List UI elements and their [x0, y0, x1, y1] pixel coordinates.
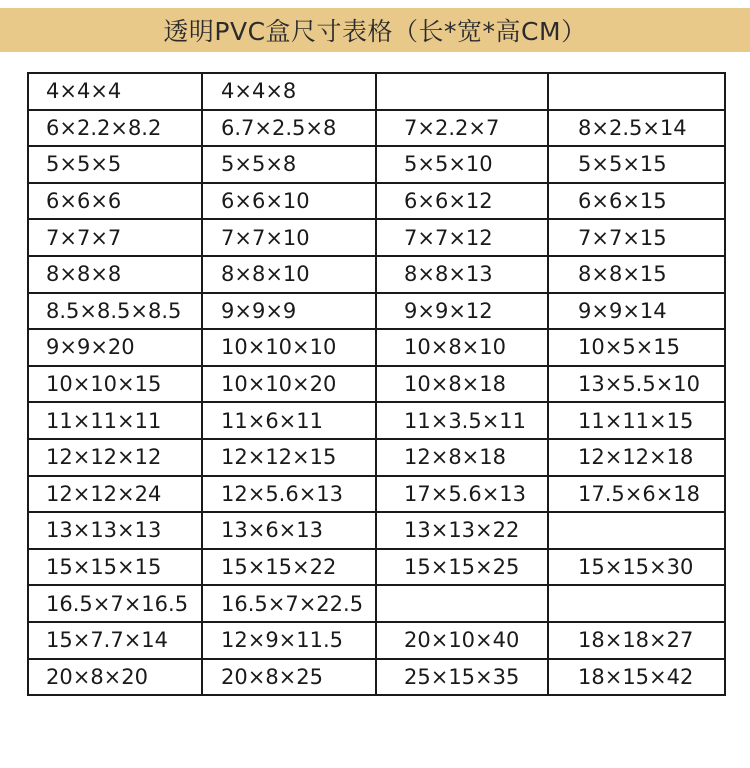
table-row: [28, 73, 725, 110]
table-cell: 13×13×22: [376, 512, 548, 549]
table-cell: 13×6×13: [202, 512, 376, 549]
table-row: [28, 549, 725, 586]
table-cell: 15×15×15: [28, 549, 202, 586]
table-cell: 8.5×8.5×8.5: [28, 293, 202, 330]
table-cell: 4×4×4: [28, 73, 202, 110]
table-cell: 12×12×12: [28, 439, 202, 476]
table-cell: 5×5×10: [376, 146, 548, 183]
table-row: [28, 293, 725, 330]
table-cell: 15×7.7×14: [28, 622, 202, 659]
table-row: [28, 476, 725, 513]
table-cell: 8×8×15: [548, 256, 725, 293]
table-cell: 7×2.2×7: [376, 110, 548, 147]
table-cell: 5×5×15: [548, 146, 725, 183]
table-cell: 12×8×18: [376, 439, 548, 476]
table-cell: 5×5×5: [28, 146, 202, 183]
table-cell: 6×6×6: [28, 183, 202, 220]
table-cell: 9×9×9: [202, 293, 376, 330]
table-row: [28, 256, 725, 293]
table-cell: 15×15×30: [548, 549, 725, 586]
table-cell: 6×6×15: [548, 183, 725, 220]
table-row: [28, 110, 725, 147]
table-cell: 11×11×11: [28, 402, 202, 439]
table-row: [28, 183, 725, 220]
table-cell: 20×8×20: [28, 659, 202, 696]
table-cell: [376, 585, 548, 622]
table-cell: 16.5×7×16.5: [28, 585, 202, 622]
table-cell: 16.5×7×22.5: [202, 585, 376, 622]
table-row: [28, 402, 725, 439]
table-cell: 4×4×8: [202, 73, 376, 110]
page-title: 透明PVC盒尺寸表格（长*宽*高CM）: [163, 17, 587, 46]
table-cell: 10×10×10: [202, 329, 376, 366]
table-row: [28, 329, 725, 366]
table-cell: 12×9×11.5: [202, 622, 376, 659]
table-cell: 20×8×25: [202, 659, 376, 696]
table-cell: 17×5.6×13: [376, 476, 548, 513]
table-cell: 6.7×2.5×8: [202, 110, 376, 147]
size-table: [27, 72, 726, 696]
table-row: [28, 219, 725, 256]
table-cell: 18×15×42: [548, 659, 725, 696]
table-cell: 9×9×12: [376, 293, 548, 330]
table-cell: 7×7×15: [548, 219, 725, 256]
table-cell: 6×6×12: [376, 183, 548, 220]
table-cell: 25×15×35: [376, 659, 548, 696]
table-cell: 12×12×15: [202, 439, 376, 476]
table-row: [28, 622, 725, 659]
table-cell: [548, 73, 725, 110]
table-cell: 8×2.5×14: [548, 110, 725, 147]
table-cell: 9×9×14: [548, 293, 725, 330]
table-cell: 6×6×10: [202, 183, 376, 220]
table-cell: 7×7×7: [28, 219, 202, 256]
table-cell: 5×5×8: [202, 146, 376, 183]
title-bar: [0, 8, 750, 52]
table-cell: 15×15×25: [376, 549, 548, 586]
table-cell: 9×9×20: [28, 329, 202, 366]
table-cell: 8×8×13: [376, 256, 548, 293]
table-row: [28, 512, 725, 549]
table-row: [28, 146, 725, 183]
table-cell: 10×10×15: [28, 366, 202, 403]
table-cell: 13×13×13: [28, 512, 202, 549]
table-cell: 15×15×22: [202, 549, 376, 586]
table-row: [28, 439, 725, 476]
table-cell: 12×5.6×13: [202, 476, 376, 513]
table-row: [28, 366, 725, 403]
table-cell: 10×8×18: [376, 366, 548, 403]
table-cell: 10×10×20: [202, 366, 376, 403]
table-cell: 20×10×40: [376, 622, 548, 659]
table-cell: [548, 585, 725, 622]
table-cell: [548, 512, 725, 549]
table-cell: 12×12×24: [28, 476, 202, 513]
table-cell: 7×7×12: [376, 219, 548, 256]
table-cell: 18×18×27: [548, 622, 725, 659]
table-row: [28, 659, 725, 696]
table-cell: 8×8×10: [202, 256, 376, 293]
table-cell: 10×5×15: [548, 329, 725, 366]
table-cell: 7×7×10: [202, 219, 376, 256]
table-cell: 11×6×11: [202, 402, 376, 439]
table-cell: [376, 73, 548, 110]
table-cell: 10×8×10: [376, 329, 548, 366]
table-cell: 17.5×6×18: [548, 476, 725, 513]
table-cell: 13×5.5×10: [548, 366, 725, 403]
table-cell: 12×12×18: [548, 439, 725, 476]
table-row: [28, 585, 725, 622]
table-cell: 11×11×15: [548, 402, 725, 439]
table-cell: 11×3.5×11: [376, 402, 548, 439]
size-table-body: [28, 73, 725, 695]
table-cell: 8×8×8: [28, 256, 202, 293]
table-cell: 6×2.2×8.2: [28, 110, 202, 147]
